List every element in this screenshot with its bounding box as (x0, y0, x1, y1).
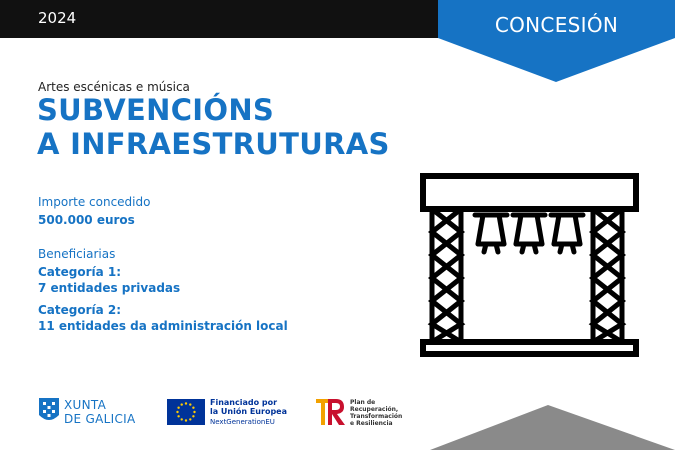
xunta-logo-text (64, 398, 136, 426)
amount-value: 500.000 euros (38, 213, 135, 227)
beneficiaries-label: Beneficiarias (38, 247, 116, 261)
category-1-value: 7 entidades privadas (38, 281, 181, 295)
prtr-line-1: Plan de (350, 399, 376, 406)
xunta-line-1: XUNTA (64, 398, 107, 412)
year-label: 2024 (38, 9, 77, 27)
title-line-2: A INFRAESTRUTURAS (37, 127, 390, 161)
category-2-title: Categoría 2: (38, 303, 122, 317)
amount-label: Importe concedido (38, 195, 151, 209)
category-kicker: Artes escénicas e música (38, 80, 190, 94)
prtr-line-3: Transformación (350, 413, 403, 420)
prtr-logo-icon (315, 397, 347, 427)
category-1-title: Categoría 1: (38, 265, 122, 279)
eu-line-1: Financiado por (210, 398, 278, 407)
category-2-value: 11 entidades da administración local (38, 319, 288, 333)
eu-line-2: la Unión Europea (210, 407, 287, 416)
page-title (37, 93, 390, 161)
prtr-logo-text (350, 399, 402, 427)
title-line-1: SUBVENCIÓNS (37, 93, 275, 127)
stage-icon (420, 172, 640, 358)
bottom-decoration (430, 405, 675, 450)
eu-flag-icon (167, 399, 205, 425)
prtr-line-2: Recuperación, (350, 406, 399, 413)
concesion-badge-text: CONCESIÓN (494, 13, 619, 37)
eu-logo-text (210, 398, 287, 416)
eu-next-gen: NextGenerationEU (210, 418, 275, 426)
prtr-line-4: e Resiliencia (350, 420, 393, 427)
xunta-line-2: DE GALICIA (64, 412, 136, 426)
xunta-emblem-icon (38, 397, 60, 425)
